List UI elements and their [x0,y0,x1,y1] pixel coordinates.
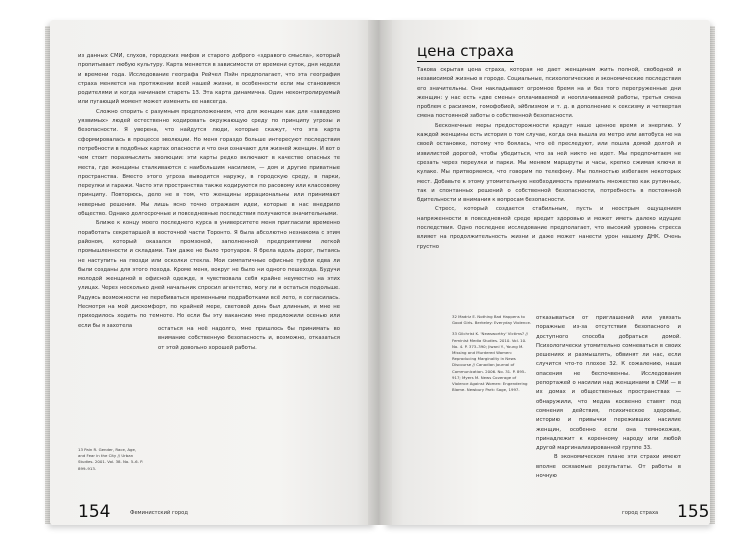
open-book [50,20,710,545]
left-page [50,20,376,525]
right-footnote-column [452,314,532,398]
paragraph: Бесконечные меры предосторожности крадут наше ценное время и энергию. У каждой женщины есть история о том случае, когда она вышла из метро или автобуса не на своей остановке, потому что боялась, что её преследуют, или пошла домой долгой и извилистой дорогой, чтобы убедиться, что за ней никто не идет. Мы предпочитаем не срезать через переулки и парки. Мы меняем маршруты и часы, крепко сжимая ключи в кулаке. Мы притворяемся, что говорим по телефону. Мы полностью избегаем некоторых мест. Добавьте к этому утомительную необходимость принимать множество как рутинных, так и спонтанных решений о собственной безопасности, потребность в постоянной бдительности и внимания к вопросам безопасности. [417,122,681,204]
left-footnote-column [78,447,144,477]
footnote: 13 Pain R. Gender, Race, Age, and Fear in the City // Urban Studies. 2001. Vol. 38. No. 5–6. P. 899–913. [78,447,144,471]
paragraph: остаться на неё надолго, мне пришлось бы принимать во внимание собственную безопасность и, возможно, отказаться от этой довольно хорошей работы. [158,326,340,351]
page-number: 155 [677,502,710,522]
running-footer: город страха [622,510,659,516]
left-lower-text [158,325,340,353]
right-main-text [417,66,681,252]
paragraph: отказываться от приглашений или увязать поражные из-за отсутствия безопасного и доступного способа добраться домой. Психологически утомительно сомневаться в своих решениях и размышлять, обвинят ли нас, если случится что-то плохое 32. К сожалению, наши опасения не беспочвенны. Исследования репортажей о насилии над женщинами в СМИ — в их домах и общественных пространствах — обнаружили, что медиа косвенно ставят под сомнения действия, психическое здоровье, историю и привычки переживших насилие женщин, особенно если она темнокожая, принадлежит к коренному народу или любой другой маргинализированной группе 33. [536,315,681,452]
right-page [384,20,710,525]
paragraph: В экономическом плане эти страхи имеют вполне осязаемые результаты. От работы в ночную [536,454,681,480]
running-footer: Феминистский город [130,510,188,516]
paragraph: Такова скрытая цена страха, которая не дает женщинам жить полной, свободной и независимой жизнью в городе. Социальные, психологические и экономические последствия его значительны. Они накладывают огромное бремя на и без того перегруженные дни женщин: у нас есть «две смены» оплачиваемой и неоплачиваемой работы, третья смена проблем с расизмом, гомофобией, эйблизмом и т. д. в дополнение к сексизму и четвертая смена постоянной заботы о собственной безопасности. [417,67,681,120]
paragraph: из данных СМИ, слухов, городских мифов и старого доброго «здравого смысла», который пропитывает любую культуру. Карта меняется в зависимости от времени суток, дня недели и времени года. Исследование географа Рейчел Пэйн предполагает, что эта география страха меняется на протяжении всей нашей жизни, в особенности если мы становимся родителями и когда начинаем стареть 13. Эта карта динамична. Один неконтролируемый или пугающий момент может изменить ее навсегда. [78,53,340,106]
page-number: 154 [78,502,111,522]
footnote: 33 Gilchrist K. 'Newsworthy' Victims? // Feminist Media Studies. 2010. Vol. 10. No. 4. P. 373–390; Jiwani Y., Young M. Missing and Murdered Women: Reproducing Marginality in News Discourse // Canadian Journal of Communication. 2006. No. 31. P. 895–917; Myers M. News Coverage of Violence Against Women: Engendering Blame. Newbury Park: Sage, 1997. [452,331,528,393]
footnote: 32 Madriz E. Nothing Bad Happens to Good Girls. Berkeley: Everyday Violence. [452,314,532,326]
right-lower-text [536,314,681,481]
paragraph: Ближе к концу моего последнего курса в университете меня пригласили временно поработать секретаршей в восточной части Торонто. Я была абсолютно незнакома с этим районом, который оказался промзоной, заполненной предприятиями легкой промышленности и складами. Там даже не было тротуаров. Я брела вдоль дорог, пытаясь не наступить на гвозди или осколки стекла. Мои симпатичные офисные туфли едва ли были созданы для этого похода. Кроме меня, вокруг не было ни одного пешехода. Будучи молодой женщиной в офисной одежде, я чувствовала себя крайне неуместно на этих улицах. Через несколько дней начальник спросил агентство, могу ли я остаться подольше. Радуясь возможности не перебиваться временными подработками всё лето, я согласилась. Несмотря на мой дискомфорт, по крайней мере, световой день был длинным, и мне не приходилось ходить по темноте. Но если бы эту вакансию мне предложили осенью или если бы я захотела [78,220,340,329]
section-title: цена страха [417,42,514,60]
left-main-text [78,52,340,331]
book-spine-gutter [368,20,392,525]
paragraph: Стресс, который создается стабильным, пусть и неострым ощущением напряженности в повседневной среде вредит здоровью и может иметь далеко идущие последствия. Одно последнее исследование предполагает, что высокий уровень стресса влияет на продолжительность жизни и даже может нанести урон нашему ДНК. Очень грустно [417,206,681,250]
paragraph: Сложно спорить с разумным предположением, что для женщин как для «заведомо уязвимых» людей естественно кодировать окружающую среду по принципу угрозы и безопасности. Я уверена, что найдутся люди, которые скажут, что эта карта сформировалась в процессе эволюции. Но меня гораздо больше интересуют последствия потребности в подобных картах опасности и что они означают для жизней женщин. И вот о чем стоит поразмыслить эволюции: эти карты редко включают в качестве опасных те места, где женщины сталкиваются с наибольшим насилием, — дом и другие приватные пространства. Вместо этого угроза выводится наружу, в городскую среду, в парки, переулки и гаражи. Часто эти пространства также кодируются по расовому или классовому принципу. Повторюсь, дело не в том, что женщины иррациональны или принимают неверные решения. Мы лишь ясно точно отражаем идеи, которые в нас внедрило общество. Однако долгосрочные и повседневные последствия получаются значительными. [78,108,340,218]
